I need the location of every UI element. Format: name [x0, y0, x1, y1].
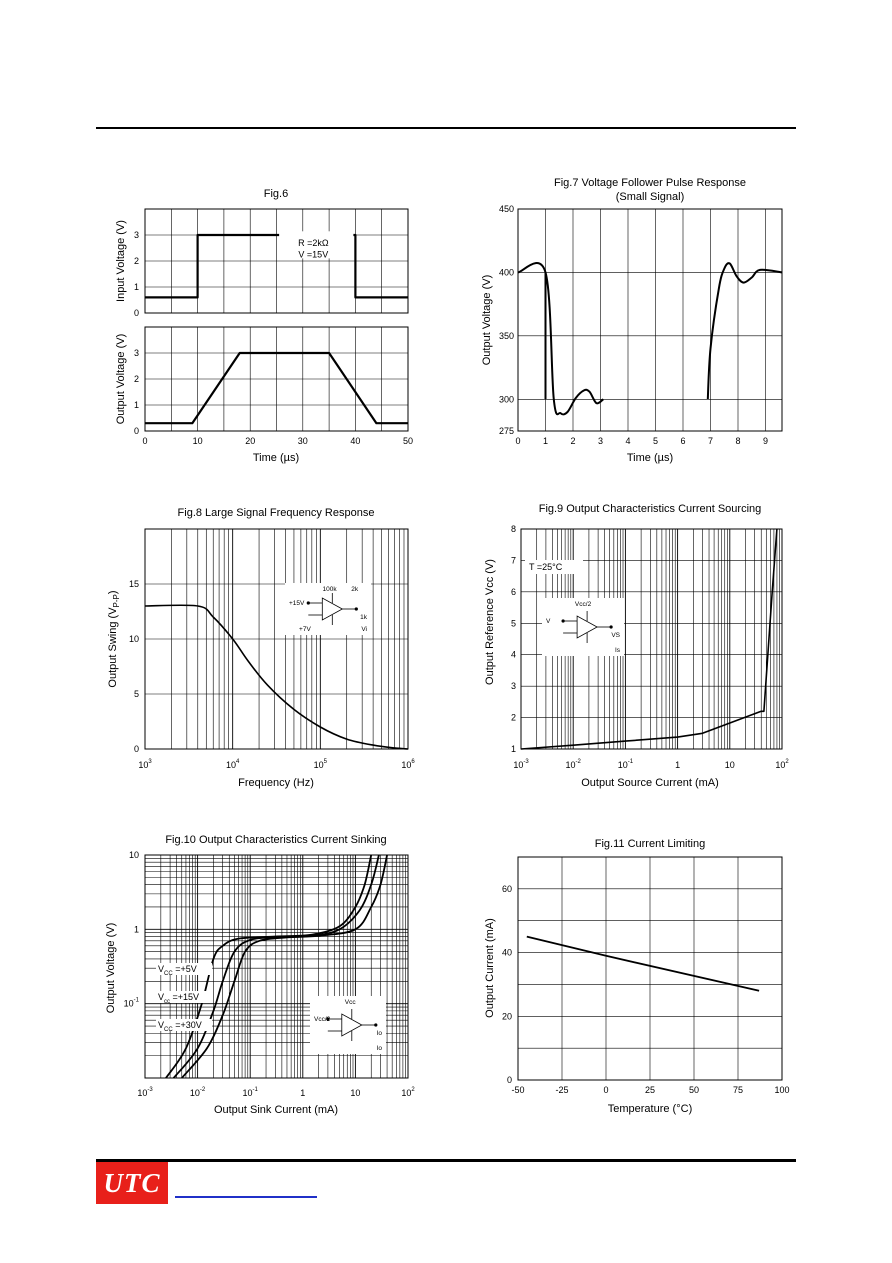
fig7-xtick: 1 [542, 436, 549, 446]
fig7-xtick: 8 [735, 436, 741, 446]
inset-label: V [546, 618, 551, 625]
fig6-title: Fig.6 [263, 188, 289, 200]
fig6-ytick: 0 [133, 426, 139, 436]
fig11-ytick: 60 [501, 883, 512, 894]
fig11-xtick: 25 [644, 1085, 656, 1095]
fig8-ytick: 15 [128, 579, 139, 589]
fig10-ytick: 1 [133, 924, 139, 935]
fig6-xtick: 30 [297, 436, 308, 446]
fig8-xtick: $10^6$ [401, 759, 415, 770]
fig9-title: Fig.9 Output Characteristics Current Sourcing [538, 503, 762, 515]
utc-logo [96, 1162, 168, 1204]
fig10-ytick: $10^{-1}$ [123, 997, 139, 1009]
fig6-xtick: 40 [350, 436, 361, 446]
fig10-xtick: $10^{-2}$ [189, 1087, 206, 1098]
terminal-icon [610, 625, 613, 628]
fig6-ytick: 3 [133, 348, 139, 358]
inset-label: Vcc/2 [314, 1016, 331, 1023]
inset-label: Io [376, 1030, 382, 1037]
fig7-xtick: 3 [597, 436, 604, 446]
fig9-xtick: 10 [724, 760, 735, 770]
fig10-xtick: $10^2$ [401, 1087, 415, 1098]
utc-logo-text: UTC [103, 1167, 161, 1198]
fig9-ytick: 2 [510, 712, 516, 723]
fig6-xtick: 50 [402, 436, 414, 446]
fig9-xtick: $10^{-3}$ [513, 759, 529, 770]
fig10-ytick: 10 [128, 850, 139, 860]
fig6-ytick: 1 [133, 282, 139, 292]
fig7-ytick: 275 [498, 426, 514, 436]
fig9-annotation: T =25°C [529, 562, 563, 572]
fig10-xlabel: Output Sink Current (mA) [213, 1104, 339, 1116]
inset-label: +15V [289, 600, 305, 607]
fig9-xtick: $10^{-2}$ [565, 759, 581, 770]
fig8-ylabel: Output Swing $(V_{P-P})$ [107, 590, 121, 688]
inset-label: 100k [322, 586, 337, 593]
fig9-ytick: 3 [510, 681, 516, 692]
fig7-response-line [708, 263, 782, 399]
fig6-xtick: 20 [245, 436, 256, 446]
inset-label: Vi [361, 626, 367, 633]
fig6-xtick: 0 [142, 436, 148, 446]
fig11-xtick: 50 [688, 1085, 700, 1095]
fig10-title: Fig.10 Output Characteristics Current Sinking [165, 834, 387, 846]
fig10-xtick: 10 [350, 1088, 361, 1098]
fig11-xtick: 0 [603, 1085, 609, 1095]
fig7-xtick: 7 [707, 436, 714, 446]
fig7-xtick: 2 [570, 436, 576, 446]
fig10-xtick: 1 [300, 1088, 306, 1098]
fig7-xtick: 6 [680, 436, 686, 446]
fig9-xlabel: Output Source Current (mA) [581, 777, 719, 789]
fig6-ytick: 2 [133, 256, 139, 266]
fig8-ytick: 10 [128, 634, 139, 644]
fig9-ytick: 4 [510, 649, 516, 660]
fig7-ytick: 450 [498, 204, 514, 214]
fig10-series-label: $V_{CC} =+5V$ [158, 964, 197, 977]
fig7-subtitle: (Small Signal) [615, 191, 685, 203]
fig7-ylabel: Output Voltage (V) [481, 274, 493, 366]
fig7-ytick: 400 [498, 267, 514, 278]
fig11-ytick: 20 [501, 1011, 512, 1022]
fig6-ytick: 0 [133, 308, 139, 318]
fig7-xtick: 9 [762, 436, 769, 446]
inset-label: VS [611, 632, 620, 639]
fig7-xlabel: Time (µs) [626, 452, 674, 464]
terminal-icon [355, 607, 358, 610]
fig7-xtick: 4 [625, 436, 631, 446]
fig6-ylabel: Input Voltage (V) [115, 220, 127, 302]
fig6-ylabel: Output Voltage (V) [115, 333, 127, 425]
fig7-xtick: 0 [515, 436, 521, 446]
fig9-xtick: $10^{-1}$ [617, 759, 634, 770]
fig6-xtick: 10 [192, 436, 203, 446]
fig9-xtick: 1 [675, 760, 681, 770]
fig8-ytick: 5 [133, 689, 139, 699]
fig11-current-line [527, 937, 759, 991]
fig6-ytick: 1 [133, 400, 139, 410]
inset-label: Vcc [344, 999, 356, 1006]
inset-label: 1k [360, 614, 367, 621]
fig11-title: Fig.11 Current Limiting [594, 838, 706, 850]
fig6-xlabel: Time (µs) [252, 452, 300, 464]
fig11-ytick: 0 [506, 1075, 512, 1085]
fig9-ytick: 1 [510, 744, 516, 754]
inset-label: +7V [299, 626, 311, 633]
fig10-xtick: $10^{-1}$ [242, 1087, 258, 1098]
fig6-ytick: 2 [133, 374, 139, 384]
inset-label: 2k [351, 586, 359, 593]
fig11-ylabel: Output Current (mA) [484, 918, 496, 1018]
fig11-xlabel: Temperature (°C) [607, 1103, 693, 1115]
fig8-xtick: $10^5$ [313, 759, 328, 770]
fig9-ytick: 7 [510, 555, 516, 566]
fig9-ylabel: Output Reference Vcc (V) [484, 559, 496, 685]
fig8-title: Fig.8 Large Signal Frequency Response [177, 507, 375, 519]
footer-link-underline[interactable] [175, 1196, 317, 1198]
fig9-ytick: 6 [510, 586, 516, 597]
fig9-xtick: $10^2$ [775, 759, 789, 770]
fig7-response-line [518, 263, 603, 414]
fig9-ytick: 5 [510, 618, 516, 629]
terminal-icon [307, 601, 310, 604]
terminal-icon [374, 1023, 377, 1026]
fig7-title: Fig.7 Voltage Follower Pulse Response [554, 177, 746, 189]
fig10-xtick: $10^{-3}$ [137, 1087, 153, 1098]
fig8-xtick: $10^4$ [225, 759, 240, 770]
fig7-ytick: 300 [498, 394, 514, 405]
fig10-series-label: $V_{CC} =+30V$ [158, 1020, 202, 1033]
fig10-ylabel: Output Voltage (V) [105, 922, 117, 1014]
inset-label: Io [376, 1045, 382, 1052]
fig11-xtick: 100 [774, 1085, 790, 1095]
fig7-xtick: 5 [652, 436, 659, 446]
fig8-ytick: 0 [133, 744, 139, 754]
fig11-xtick: 75 [732, 1085, 744, 1095]
fig6-ytick: 3 [133, 230, 139, 240]
inset-label: Vcc/2 [574, 601, 592, 608]
fig9-ytick: 8 [510, 524, 516, 534]
fig11-ytick: 40 [501, 947, 512, 958]
fig10-series-label: $V_{cc} =+15V$ [158, 992, 200, 1005]
fig7-frame [518, 209, 782, 431]
inset-label: Is [614, 647, 620, 654]
fig11-xtick: -50 [511, 1085, 525, 1095]
fig11-xtick: -25 [555, 1085, 569, 1095]
fig8-xtick: $10^3$ [138, 759, 152, 770]
fig7-ytick: 350 [498, 330, 514, 341]
fig6-annotation: V =15V [298, 249, 329, 260]
fig6-annotation: R =2kΩ [298, 237, 329, 248]
fig8-xlabel: Frequency (Hz) [238, 777, 314, 789]
terminal-icon [562, 619, 565, 622]
